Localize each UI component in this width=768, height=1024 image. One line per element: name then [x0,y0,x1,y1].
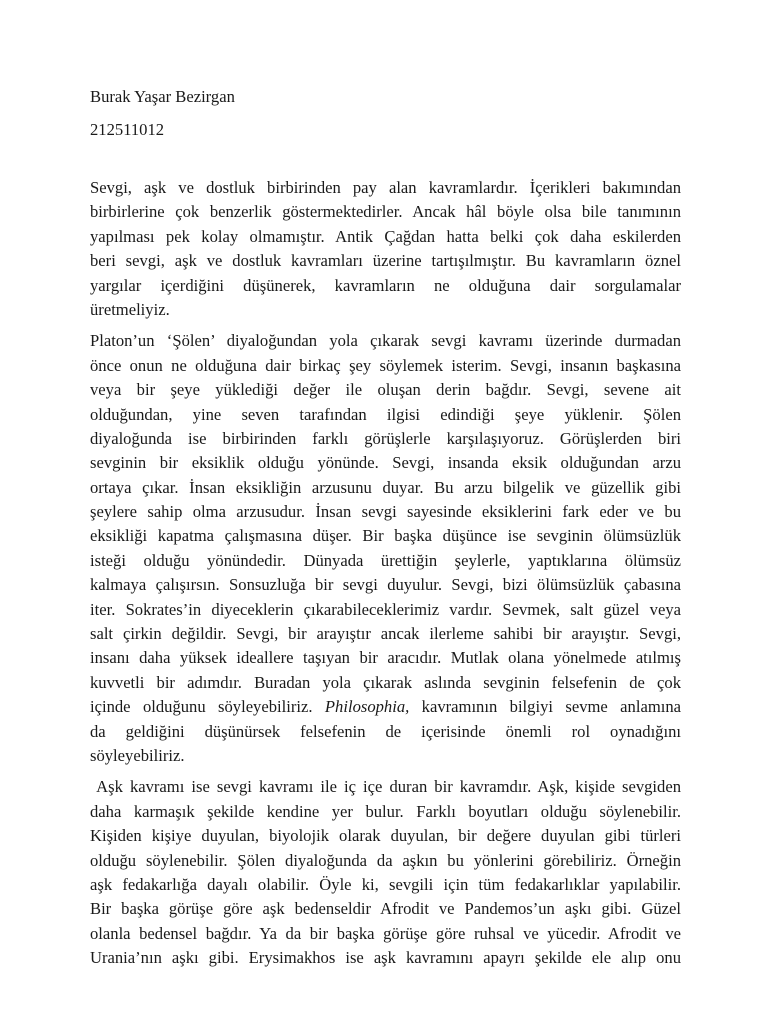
text-line: da geldiğini düşünürsek felsefenin de içerisinde önemli rol oynadığını [90,721,681,741]
paragraph-intro [90,176,681,322]
text-line: Urania’nın aşkı gibi. Erysimakhos ise aşk kavramını apayrı şekilde ele alıp onu [90,948,681,968]
text-line: iter. Sokrates’in diyeceklerin çıkarabileceklerimiz vardır. Sevmek, salt güzel veya [90,599,681,619]
text-line: sevginin bir eksiklik olduğu yönünde. Sevgi, insanda eksik olduğundan arzu [90,453,681,473]
paragraph-platon [90,329,681,768]
text-segment: içinde olduğunu söyleyebiliriz. [90,697,313,717]
text-line: ortaya çıkar. İnsan eksikliğin arzusunu duyar. Bu arzu bilgelik ve güzellik gibi [90,477,681,497]
text-line: birbirlerine çok benzerlik göstermektedirler. Ancak hâl böyle olsa bile tanımının [90,202,681,222]
essay-body [90,176,681,978]
text-line: olanla bedensel bağdır. Ya da bir başka görüşe göre ruhsal ve yücedir. Afrodit ve [90,923,681,943]
paragraph-ask [90,775,681,970]
student-number: 212511012 [90,120,165,139]
text-line: kuvvetli bir adımdır. Buradan yola çıkarak aslında sevginin felsefenin de çok [90,672,681,692]
text-line: kalmaya çalışırsın. Sonsuzluğa bir sevgi duyulur. Sevgi, bizi ölümsüzlük çabasına [90,575,681,595]
text-line: önce onun ne olduğuna dair birkaç şey söylemek isterim. Sevgi, insanın başkasına [90,355,681,375]
text-line-with-italic [90,695,681,719]
text-line: yargılar içerdiğini düşünerek, kavramların ne olduğuna dair sorgulamalar [90,275,681,295]
text-line: salt çirkin değildir. Sevgi, bir arayıştır ancak ilerleme sahibi bir arayıştır. Sevgi, [90,624,681,644]
text-line: beri sevgi, aşk ve dostluk kavramları üzerine tartışılmıştır. Bu kavramların öznel [90,251,681,271]
text-line: Kişiden kişiye duyulan, biyolojik olarak duyulan, bir değere duyulan gibi türleri [90,826,681,846]
text-line: insanı daha yüksek ideallere taşıyan bir aracıdır. Mutlak olana yönelmede atılmış [90,648,681,668]
text-line: daha karmaşık şekilde kendine yer bulur. Farklı boyutları olduğu söylenebilir. [90,801,681,821]
text-line: diyaloğunda ise birbirinden farklı görüşlerle karşılaşıyoruz. Görüşlerden biri [90,428,681,448]
text-line: eksikliği kapatma çalışmasına düşer. Bir başka düşünce ise sevginin ölümsüzlük [90,526,681,546]
text-line: söyleyebiliriz. [90,745,185,765]
text-line: Sevgi, aşk ve dostluk birbirinden pay alan kavramlardır. İçerikleri bakımından [90,178,681,197]
text-line: Aşk kavramı ise sevgi kavramı ile iç içe duran bir kavramdır. Aşk, kişide sevgiden [90,777,681,797]
text-line: veya bir şeye yüklediği değer ile oluşan derin bağdır. Sevgi, sevene ait [90,380,681,400]
text-line: aşk fedakarlığa dayalı olabilir. Öyle ki, sevgili için tüm fedakarlıklar yapılabilir. [90,874,681,894]
text-line: Bir başka görüşe göre aşk bedenseldir Afrodit ve Pandemos’un aşkı gibi. Güzel [90,899,681,919]
text-line: olduğundan, yine seven tarafından ilgisi edindiği şeye yüklenir. Şölen [90,404,681,424]
text-line: üretmeliyiz. [90,299,170,319]
text-segment: kavramının bilgiyi sevme anlamına [409,697,681,717]
text-line: isteği olduğu yönündedir. Dünyada ürettiğin şeylerle, yaptıklarına ölümsüz [90,550,681,570]
text-line: yapılması pek kolay olmamıştır. Antik Çağdan hatta belki çok daha eskilerden [90,226,681,246]
text-line: şeylere sahip olma arzusudur. İnsan sevgi sayesinde eksiklerini fark eder ve bu [90,502,681,522]
text-line: olduğu söylenebilir. Şölen diyaloğunda da aşkın bu yönlerini görebiliriz. Örneğin [90,850,681,870]
text-line: Platon’un ‘Şölen’ diyaloğundan yola çıkarak sevgi kavramı üzerinde durmadan [90,331,681,351]
italic-term: Philosophia, [324,697,410,717]
author-name: Burak Yaşar Bezirgan [90,87,235,106]
